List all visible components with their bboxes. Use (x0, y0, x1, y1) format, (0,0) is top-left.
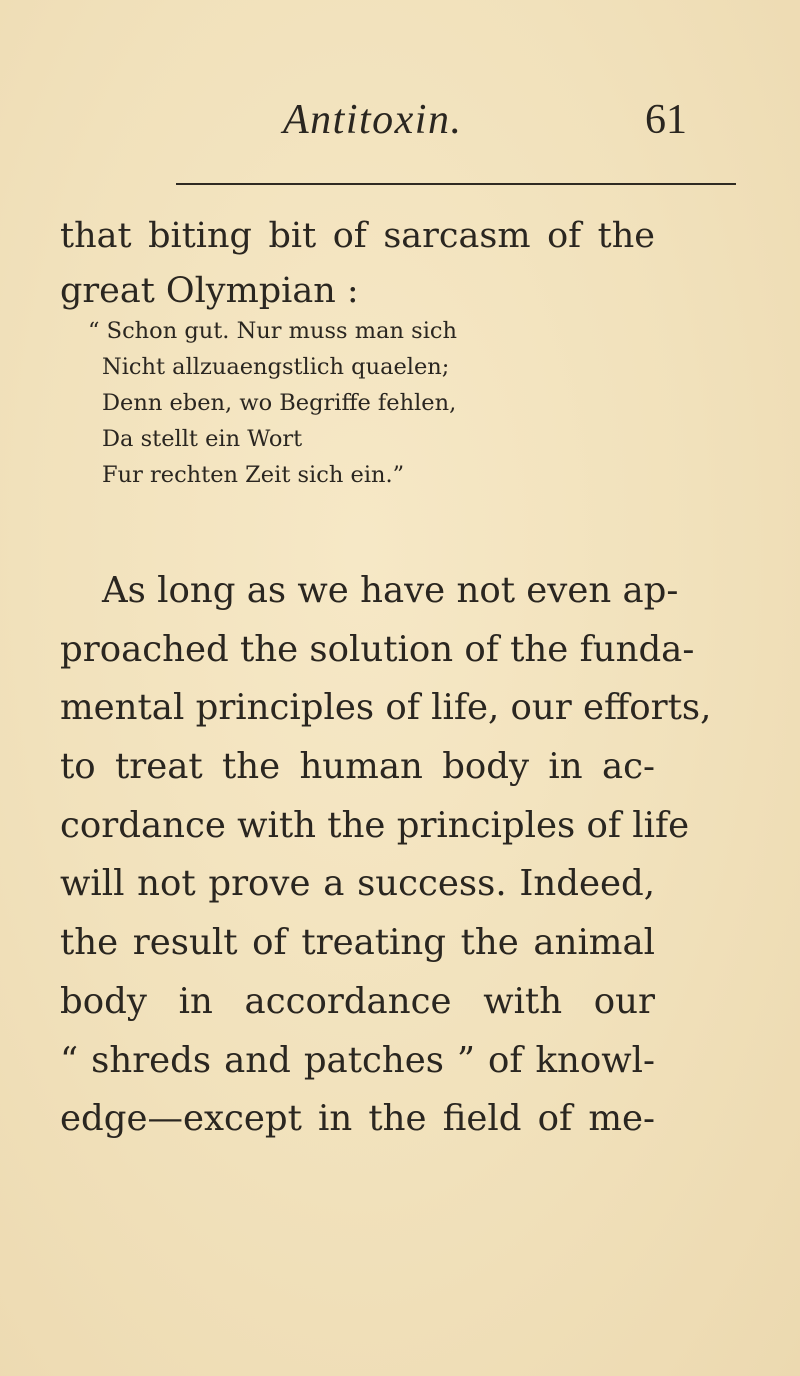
text-line: mental principles of life, our efforts, (60, 687, 712, 729)
text-line: will not prove a success. Indeed, (60, 863, 655, 905)
paragraph-2 (60, 562, 712, 1149)
header-rule (176, 183, 736, 185)
text-line: edge—except in the field of me- (60, 1098, 655, 1140)
text-line: “ shreds and patches ” of knowl- (60, 1039, 655, 1081)
text-line: great Olympian : (60, 271, 359, 311)
verse-line: Nicht allzuaengstlich quaelen; (102, 354, 450, 380)
paragraph-1 (60, 209, 760, 319)
verse-line: “ Schon gut. Nur muss man sich (88, 318, 457, 344)
text-line: proached the solution of the funda- (60, 628, 695, 670)
text-line: body in accordance with our (60, 980, 655, 1022)
verse-line: Fur rechten Zeit sich ein.” (102, 462, 405, 488)
verse-line: Da stellt ein Wort (102, 426, 303, 452)
text-line: the result of treating the animal (60, 922, 655, 964)
page-header (0, 96, 800, 146)
text-line: cordance with the principles of life (60, 804, 690, 846)
quoted-verse (88, 313, 608, 493)
page-number: 61 (645, 97, 687, 143)
text-line: that biting bit of sarcasm of the (60, 216, 655, 256)
verse-line: Denn eben, wo Begriffe fehlen, (102, 390, 457, 416)
running-title: Antitoxin. (283, 97, 463, 143)
text-line: to treat the human body in ac- (60, 746, 655, 788)
text-line: As long as we have not even ap- (102, 570, 679, 611)
